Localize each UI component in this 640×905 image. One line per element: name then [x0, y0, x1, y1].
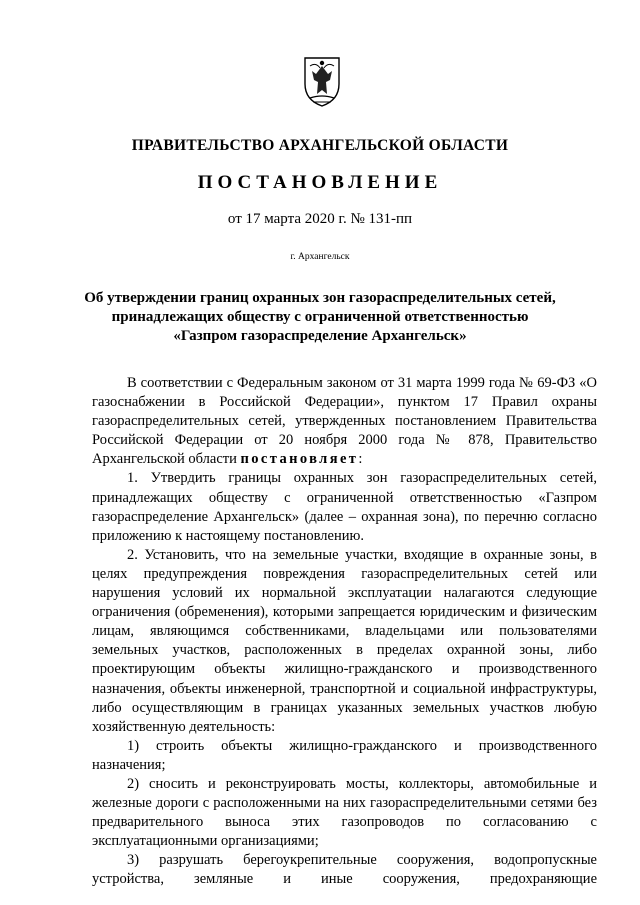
item-1-paragraph: 1. Утвердить границы охранных зон газораспределительных сетей, принадлежащих обществу с ограниченной ответственностью «Газпром газораспределение Архангельск» (далее – охранная зона), по перечню согласно приложению к настоящему постановлению. — [92, 470, 597, 544]
decree-word: постановляет — [240, 451, 359, 468]
decree-colon: : — [358, 451, 363, 468]
document-date-number: от 17 марта 2020 г. № 131-пп — [227, 211, 413, 227]
document-body — [92, 374, 597, 890]
document-title — [80, 289, 560, 346]
subitem-1-paragraph: 1) строить объекты жилищно-гражданского и производственного назначения; — [92, 737, 597, 773]
title-line-3: «Газпром газораспределение Архангельск» — [173, 328, 467, 344]
title-line-1: Об утверждении границ охранных зон газораспределительных сетей, — [84, 290, 556, 306]
document-type: ПОСТАНОВЛЕНИЕ — [197, 172, 443, 193]
document-city: г. Архангельск — [290, 252, 350, 262]
preamble-paragraph — [92, 374, 597, 469]
preamble-text: В соответствии с Федеральным законом от 31 марта 1999 года № 69-ФЗ «О газоснабжении в Российской Федерации», пунктом 17 Правил охраны газораспределительных сетей, утвержденных постановлением Правительства Российской Федерации от 20 ноября 2000 года № 878, Правительство Архангельской области — [92, 375, 597, 468]
title-line-2: принадлежащих обществу с ограниченной ответственностью — [111, 309, 529, 325]
subitem-3-paragraph: 3) разрушать берегоукрепительные сооружения, водопропускные устройства, земляные и иные сооружения, предохраняющие — [92, 852, 597, 888]
item-2-paragraph: 2. Установить, что на земельные участки, входящие в охранные зоны, в целях предупреждения повреждения газораспределительных сетей или нарушения условий их нормальной эксплуатации налагаются следующие ограничения (обременения), которыми запрещается юридическим и физическим лицам, являющимся собственниками, владельцами или пользователями земельных участков, расположенных в пределах охранной зоны, либо проектирующим объекты жилищно-гражданского и производственного назначения, объекты инженерной, транспортной и социальной инфраструктуры, либо осуществляющим в границах указанных земельных участков любую хозяйственную деятельность: — [92, 546, 597, 735]
organization-name: ПРАВИТЕЛЬСТВО АРХАНГЕЛЬСКОЙ ОБЛАСТИ — [131, 137, 509, 154]
subitem-2-paragraph: 2) сносить и реконструировать мосты, коллекторы, автомобильные и железные дороги с расположенными на них газораспределительными сетями без предварительного выноса этих газопроводов по согласованию с эксплуатационными организациями; — [92, 775, 597, 850]
coat-of-arms-icon — [302, 54, 342, 108]
